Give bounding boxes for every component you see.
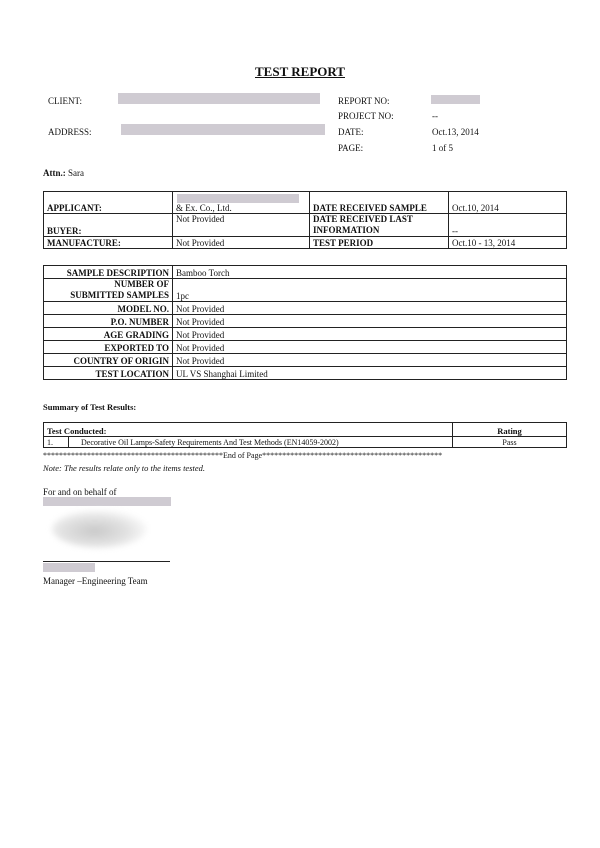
table-row (44, 341, 567, 354)
results-table (43, 422, 567, 448)
test-location-value: UL VS Shanghai Limited (173, 367, 567, 380)
manufacture-label: MANUFACTURE: (44, 237, 173, 249)
test-number: 1. (44, 437, 69, 448)
manufacture-value: Not Provided (173, 237, 310, 249)
test-period-value: Oct.10 - 13, 2014 (449, 237, 567, 249)
project-no-value: -- (432, 111, 438, 121)
date-received-last-value: -- (449, 214, 567, 237)
test-rating: Pass (453, 437, 567, 448)
address-redaction (121, 124, 325, 135)
exported-to-label: EXPORTED TO (44, 341, 173, 354)
rating-header: Rating (453, 423, 567, 437)
test-name: Decorative Oil Lamps-Safety Requirements And Test Methods (EN14059-2002) (69, 437, 453, 448)
signer-title: Manager –Engineering Team (43, 576, 148, 586)
table-row (44, 354, 567, 367)
po-number-label: P.O. NUMBER (44, 315, 173, 328)
test-location-label: TEST LOCATION (44, 367, 173, 380)
table-row (44, 302, 567, 315)
attn-line (43, 168, 84, 178)
model-no-value: Not Provided (173, 302, 567, 315)
client-label: CLIENT: (48, 96, 83, 106)
page-value: 1 of 5 (432, 143, 453, 153)
date-received-last-label-line2: INFORMATION (313, 225, 380, 235)
date-value: Oct.13, 2014 (432, 127, 479, 137)
table-row (44, 279, 567, 302)
test-conducted-header: Test Conducted: (44, 423, 453, 437)
project-no-label: PROJECT NO: (338, 111, 394, 121)
table-row (44, 315, 567, 328)
buyer-label: BUYER: (44, 214, 173, 237)
date-received-sample-label: DATE RECEIVED SAMPLE (310, 192, 449, 214)
date-received-last-label (310, 214, 449, 237)
end-of-page-marker: *********************************************End of Page********************************************* (43, 451, 443, 460)
results-note: Note: The results relate only to the items tested. (43, 463, 206, 473)
table-row (44, 437, 567, 448)
applicant-table (43, 191, 567, 249)
sample-table (43, 265, 567, 380)
client-redaction (118, 93, 320, 104)
model-no-label: MODEL NO. (44, 302, 173, 315)
report-no-label: REPORT NO: (338, 96, 390, 106)
country-of-origin-value: Not Provided (173, 354, 567, 367)
submitted-samples-label (44, 279, 173, 302)
buyer-value: Not Provided (173, 214, 310, 237)
signature-image (52, 510, 147, 548)
attn-label: Attn.: (43, 168, 66, 178)
submitted-samples-label-line1: NUMBER OF (114, 279, 169, 289)
test-period-label: TEST PERIOD (310, 237, 449, 249)
age-grading-label: AGE GRADING (44, 328, 173, 341)
table-row (44, 423, 567, 437)
date-received-sample-value: Oct.10, 2014 (449, 192, 567, 214)
sample-description-value: Bamboo Torch (173, 266, 567, 279)
summary-heading: Summary of Test Results: (43, 402, 137, 412)
date-received-last-label-line1: DATE RECEIVED LAST (313, 214, 413, 224)
page-label: PAGE: (338, 143, 364, 153)
table-row (44, 367, 567, 380)
table-row (44, 328, 567, 341)
signature-line (43, 561, 170, 562)
applicant-value: & Ex. Co., Ltd. (173, 192, 310, 214)
company-redaction (43, 497, 171, 506)
exported-to-value: Not Provided (173, 341, 567, 354)
sample-description-label: SAMPLE DESCRIPTION (44, 266, 173, 279)
submitted-samples-value: 1pc (173, 279, 567, 302)
signer-name-redaction (43, 563, 95, 572)
attn-value: Sara (68, 168, 84, 178)
date-label: DATE: (338, 127, 364, 137)
behalf-line: For and on behalf of (43, 487, 117, 497)
report-no-redaction (431, 95, 480, 104)
submitted-samples-label-line2: SUBMITTED SAMPLES (70, 290, 169, 300)
age-grading-value: Not Provided (173, 328, 567, 341)
table-row (44, 266, 567, 279)
po-number-value: Not Provided (173, 315, 567, 328)
applicant-label: APPLICANT: (44, 192, 173, 214)
report-title: TEST REPORT (255, 64, 345, 79)
address-label: ADDRESS: (48, 127, 92, 137)
country-of-origin-label: COUNTRY OF ORIGIN (44, 354, 173, 367)
